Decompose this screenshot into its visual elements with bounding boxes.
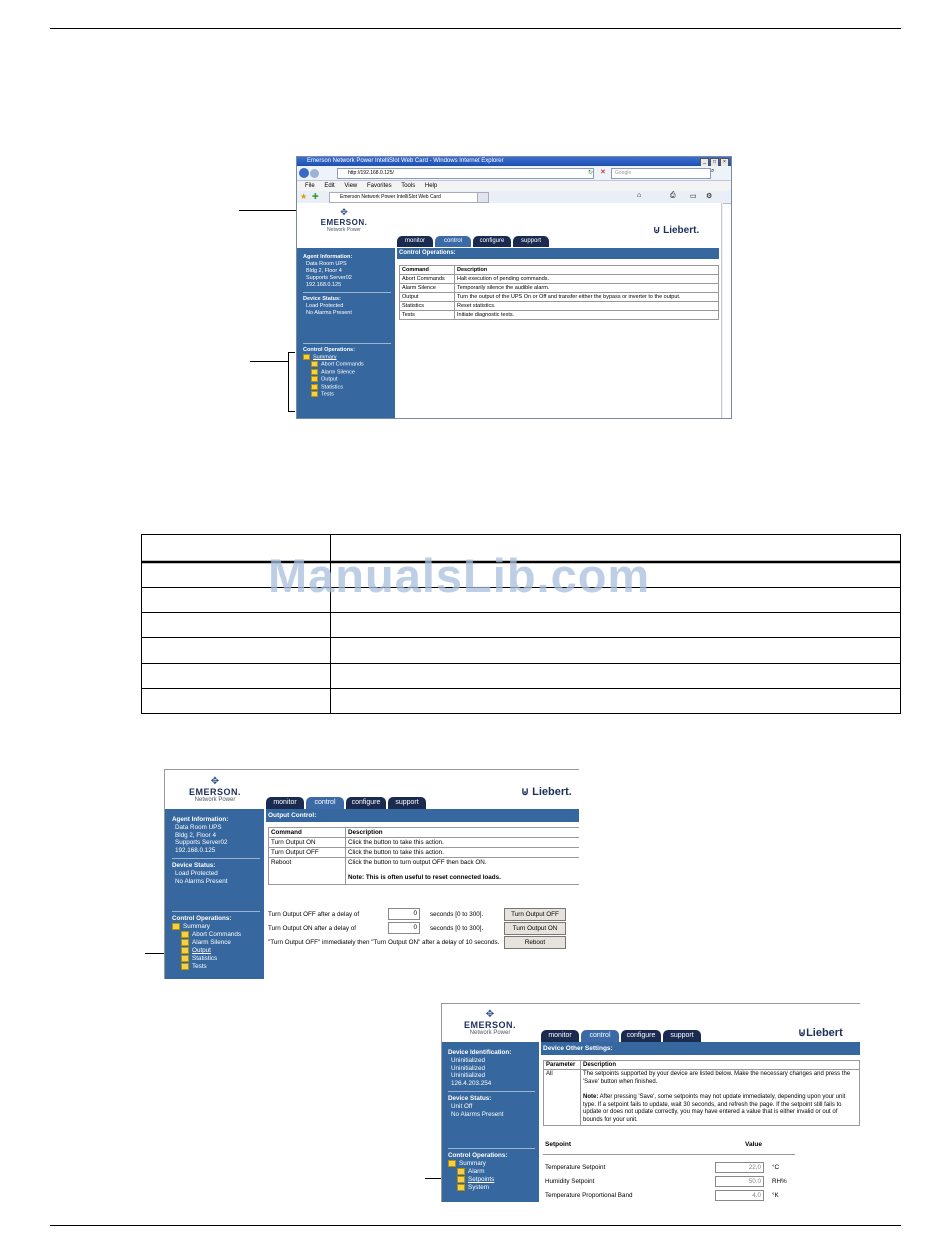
- table-row: [544, 1070, 860, 1126]
- tab-control[interactable]: control: [306, 797, 344, 809]
- agent-heading: Agent Information:: [303, 254, 353, 260]
- setpoint-unit: °K: [772, 1192, 779, 1199]
- cell-description: Halt execution of pending commands.: [455, 275, 719, 284]
- menu-view[interactable]: View: [344, 183, 358, 189]
- ops-item-setpoints[interactable]: Setpoints: [457, 1176, 539, 1184]
- setpoint-header-rule: [543, 1154, 795, 1155]
- page-icon[interactable]: ▭: [690, 193, 697, 200]
- setpoint-value-input[interactable]: 4.0: [715, 1190, 764, 1201]
- nav-tabs: [397, 236, 551, 247]
- table-header-row: [544, 1061, 860, 1070]
- home-icon[interactable]: ⌂: [637, 192, 642, 199]
- sidebar-divider: [448, 1091, 535, 1092]
- ops-item-alarm[interactable]: Alarm: [457, 1168, 539, 1176]
- content-title-bar: [541, 1042, 860, 1055]
- sidebar-divider: [303, 343, 391, 344]
- output-control-form: [268, 908, 579, 978]
- table-header-row: [269, 828, 580, 838]
- ops-heading: Control Operations:: [448, 1152, 508, 1160]
- sidebar: [297, 248, 395, 418]
- folder-icon: [311, 369, 318, 375]
- ops-item-tests[interactable]: Tests: [311, 391, 395, 398]
- cell-description: Click the button to take this action.: [346, 838, 580, 848]
- browser-window: [296, 156, 732, 419]
- cell-command: Alarm Silence: [400, 284, 455, 293]
- address-bar-row: [297, 166, 731, 181]
- folder-icon: [181, 947, 189, 954]
- folder-icon: [457, 1176, 465, 1183]
- nav-tabs: [266, 797, 428, 809]
- ops-item-output[interactable]: Output: [311, 376, 395, 383]
- tab-control[interactable]: control: [435, 236, 471, 247]
- ops-item-summary[interactable]: Summary: [448, 1160, 539, 1168]
- cell-description: [346, 858, 580, 885]
- tab-support[interactable]: support: [513, 236, 549, 247]
- minimize-button[interactable]: _: [700, 158, 709, 167]
- agent-line: Supports Server02: [175, 839, 228, 847]
- callout-line-ops: [250, 361, 288, 362]
- on-range-label: seconds [0 to 300].: [430, 925, 484, 932]
- tab-monitor[interactable]: monitor: [266, 797, 304, 809]
- id-line: Uninitialized: [451, 1064, 485, 1072]
- folder-icon: [303, 354, 310, 360]
- liebert-text: Liebert.: [663, 225, 700, 236]
- cell-command: Turn Output ON: [269, 838, 346, 848]
- liebert-logo: [653, 225, 699, 236]
- menu-favorites[interactable]: Favorites: [366, 183, 392, 189]
- agent-line: Data Room UPS: [306, 261, 347, 267]
- favorites-star-icon[interactable]: ★: [300, 192, 308, 201]
- folder-icon: [311, 391, 318, 397]
- reboot-note: Note: This is often useful to reset connected loads.: [348, 874, 501, 881]
- ops-item-alarm-silence[interactable]: Alarm Silence: [311, 369, 395, 376]
- brand-name: EMERSON.: [320, 218, 368, 227]
- cell-description: Reset statistics.: [455, 302, 719, 311]
- table-row: [400, 275, 719, 284]
- search-icon[interactable]: ⌕: [711, 168, 715, 174]
- status-line: No Alarms Present: [451, 1110, 504, 1118]
- liebert-logo: [521, 785, 572, 798]
- menu-bar: [297, 181, 731, 191]
- setpoint-header: Setpoint: [545, 1141, 571, 1148]
- scrollbar[interactable]: [721, 203, 723, 418]
- folder-icon: [181, 955, 189, 962]
- status-line: Load Protected: [306, 303, 344, 309]
- device-settings-screen: [441, 1003, 860, 1202]
- on-delay-label: Turn Output ON after a delay of: [268, 925, 356, 932]
- new-tab-button[interactable]: [477, 192, 489, 203]
- emerson-logo: [309, 207, 379, 233]
- liebert-logo: [798, 1026, 843, 1039]
- watermark: ManualsLib.com: [268, 549, 651, 602]
- tab-configure[interactable]: configure: [346, 797, 386, 809]
- brand-name: EMERSON.: [463, 1020, 516, 1030]
- reboot-label: "Turn Output OFF" immediately then "Turn Output ON" after a delay of 10 seconds.: [268, 939, 500, 946]
- param-note: Note: After pressing 'Save', some setpoints may not update immediately, depending upon your unit type. If a setpoint fails to update, wait 30 seconds, and refresh the page. If the setpoint still fails to update or does not update correctly, you may have entered a value that is either invalid or out of bounds for your unit.: [583, 1094, 846, 1123]
- brand-sub: Network Power: [327, 227, 361, 233]
- on-delay-input[interactable]: 0: [388, 922, 420, 934]
- agent-line: Data Room UPS: [175, 823, 222, 831]
- ops-item-tests[interactable]: Tests: [181, 963, 264, 971]
- col-description: Description: [455, 266, 719, 275]
- folder-icon: [172, 923, 180, 930]
- folder-icon: [311, 384, 318, 390]
- ops-item-summary[interactable]: Summary: [303, 354, 395, 361]
- agent-line: Supports Server02: [306, 275, 352, 281]
- sidebar-divider: [448, 1148, 535, 1149]
- nav-tabs: [541, 1030, 703, 1042]
- cell-command: Abort Commands: [400, 275, 455, 284]
- status-line: Load Protected: [175, 869, 218, 877]
- cell-command: Turn Output OFF: [269, 848, 346, 858]
- cell-parameter: All: [544, 1070, 581, 1126]
- content-title: Output Control:: [268, 812, 317, 819]
- param-desc: The setpoints supported by your device are listed below. Make the necessary changes and press the 'Save' button when finished.: [583, 1071, 851, 1085]
- ops-heading: Control Operations:: [303, 347, 355, 353]
- sidebar: [165, 809, 264, 979]
- menu-file[interactable]: File: [305, 183, 315, 189]
- status-line: Unit Off: [451, 1102, 473, 1110]
- print-icon[interactable]: ⎙: [670, 192, 676, 199]
- cell-command: Statistics: [400, 302, 455, 311]
- tab-support[interactable]: support: [388, 797, 426, 809]
- cell-description: Click the button to take this action.: [346, 848, 580, 858]
- off-delay-input[interactable]: 0: [388, 908, 420, 920]
- table-row: [400, 311, 719, 320]
- search-input[interactable]: Google: [611, 168, 711, 179]
- back-button[interactable]: [299, 168, 309, 178]
- table-row: [400, 293, 719, 302]
- setpoint-name: Temperature Proportional Band: [545, 1192, 633, 1199]
- col-description: Description: [346, 828, 580, 838]
- brand-sub: Network Power: [469, 1030, 511, 1036]
- table-row: [269, 858, 580, 885]
- liebert-text: Liebert: [806, 1027, 843, 1039]
- sidebar: [442, 1042, 539, 1202]
- content-title-bar: [266, 809, 579, 822]
- stop-icon[interactable]: ✕: [600, 169, 606, 176]
- col-parameter: Parameter: [544, 1061, 581, 1070]
- ops-item-abort[interactable]: Abort Commands: [181, 931, 264, 939]
- cell-command: Output: [400, 293, 455, 302]
- cell-command: Reboot: [269, 858, 346, 885]
- window-title: Emerson Network Power IntelliSlot Web Card - Windows Internet Explorer: [307, 158, 504, 164]
- content-title: Device Other Settings:: [543, 1045, 613, 1052]
- agent-heading: Agent Information:: [172, 816, 229, 823]
- folder-icon: [181, 939, 189, 946]
- cell-description: Temporarily silence the audible alarm.: [455, 284, 719, 293]
- brand-name: EMERSON.: [188, 787, 241, 797]
- ops-item-summary[interactable]: Summary: [172, 923, 264, 931]
- liebert-symbol-icon: ⊍: [521, 786, 530, 798]
- status-heading: Device Status:: [303, 296, 341, 302]
- forward-button[interactable]: [310, 169, 319, 178]
- folder-icon: [457, 1184, 465, 1191]
- callout-bracket-ops: [288, 352, 295, 412]
- liebert-symbol-icon: ⊍: [653, 225, 661, 236]
- emerson-symbol-icon: ✥: [210, 776, 220, 787]
- browser-tab[interactable]: Emerson Network Power IntelliSlot Web Card: [329, 192, 486, 203]
- table-header-row: [400, 266, 719, 275]
- close-button[interactable]: ×: [720, 158, 729, 167]
- table-row: [400, 284, 719, 293]
- maximize-button[interactable]: □: [710, 158, 719, 167]
- col-description: Description: [581, 1061, 860, 1070]
- bottom-rule: [50, 1225, 901, 1226]
- status-line: No Alarms Present: [175, 877, 228, 885]
- tab-configure[interactable]: configure: [473, 236, 511, 247]
- top-rule: [50, 28, 901, 29]
- cell-description: Turn the output of the UPS On or Off and transfer either the bypass or inverter to the output.: [455, 293, 719, 302]
- output-commands-table: [268, 827, 579, 885]
- ops-item-output[interactable]: Output: [181, 947, 264, 955]
- liebert-symbol-icon: ⊍: [798, 1027, 807, 1039]
- refresh-icon[interactable]: ↻: [588, 170, 594, 176]
- setpoint-name: Humidity Setpoint: [545, 1178, 595, 1185]
- cell-description: Initiate diagnostic tests.: [455, 311, 719, 320]
- setpoint-name: Temperature Setpoint: [545, 1164, 606, 1171]
- agent-line: 192.168.0.125: [175, 847, 216, 855]
- off-delay-label: Turn Output OFF after a delay of: [268, 911, 360, 918]
- content-title: Control Operations:: [399, 250, 456, 256]
- content-title-bar: [397, 248, 719, 259]
- folder-icon: [311, 361, 318, 367]
- table-row: [400, 302, 719, 311]
- reboot-button[interactable]: Reboot: [504, 936, 566, 949]
- folder-icon: [181, 963, 189, 970]
- folder-icon: [181, 931, 189, 938]
- brand-sub: Network Power: [194, 797, 236, 803]
- emerson-symbol-icon: ✥: [485, 1009, 495, 1020]
- ops-item-statistics[interactable]: Statistics: [311, 384, 395, 391]
- col-command: Command: [400, 266, 455, 275]
- emerson-symbol-icon: ✥: [340, 207, 348, 217]
- value-header: Value: [745, 1141, 762, 1148]
- ops-item-alarm-silence[interactable]: Alarm Silence: [181, 939, 264, 947]
- tab-support[interactable]: support: [663, 1030, 701, 1042]
- tab-monitor[interactable]: monitor: [541, 1030, 579, 1042]
- ops-heading: Control Operations:: [172, 915, 232, 923]
- folder-icon: [448, 1160, 456, 1167]
- add-favorites-icon[interactable]: ✚: [312, 192, 319, 201]
- turn-output-on-button[interactable]: Turn Output ON: [504, 922, 566, 935]
- col-command: Command: [269, 828, 346, 838]
- sidebar-divider: [303, 292, 391, 293]
- menu-help[interactable]: Help: [424, 183, 438, 189]
- id-line: Uninitialized: [451, 1072, 485, 1080]
- liebert-text: Liebert.: [532, 786, 572, 798]
- web-card-page: [297, 203, 723, 418]
- setpoint-unit: RH%: [772, 1178, 787, 1185]
- reboot-description: Click the button to turn output OFF then back ON.: [348, 859, 487, 866]
- setpoint-row: [545, 1190, 860, 1201]
- tools-icon[interactable]: ⚙: [706, 193, 713, 200]
- tab-configure[interactable]: configure: [621, 1030, 661, 1042]
- ops-item-statistics[interactable]: Statistics: [181, 955, 264, 963]
- tab-control[interactable]: control: [581, 1030, 619, 1042]
- folder-icon: [311, 376, 318, 382]
- tab-monitor[interactable]: monitor: [397, 236, 433, 247]
- parameter-table: [543, 1060, 860, 1126]
- setpoint-row: [545, 1162, 860, 1173]
- setpoint-value-input[interactable]: 50.0: [715, 1176, 764, 1187]
- id-heading: Device Identification:: [448, 1049, 512, 1056]
- status-line: No Alarms Present: [306, 310, 352, 316]
- output-control-screen: [164, 769, 579, 979]
- agent-line: Bldg 2, Floor 4: [175, 831, 216, 839]
- setpoint-unit: °C: [772, 1164, 780, 1171]
- setpoint-row: [545, 1176, 860, 1187]
- status-heading: Device Status:: [172, 861, 216, 869]
- ops-item-system[interactable]: System: [457, 1184, 539, 1192]
- emerson-logo: [454, 1009, 526, 1036]
- table-row: [269, 838, 580, 848]
- menu-tools[interactable]: Tools: [401, 183, 416, 189]
- sidebar-divider: [172, 911, 260, 912]
- id-line: 126.4.203.254: [451, 1080, 492, 1088]
- commands-table: [399, 265, 719, 320]
- status-heading: Device Status:: [448, 1094, 492, 1102]
- agent-line: 192.168.0.125: [306, 282, 342, 288]
- ops-item-abort[interactable]: Abort Commands: [311, 361, 395, 368]
- cell-description: [581, 1070, 860, 1126]
- folder-icon: [457, 1168, 465, 1175]
- address-input[interactable]: http://192.168.0.125/: [337, 168, 594, 179]
- cell-command: Tests: [400, 311, 455, 320]
- window-title-bar: [297, 157, 731, 166]
- id-line: Uninitialized: [451, 1056, 485, 1064]
- table-row: [269, 848, 580, 858]
- sidebar-divider: [172, 858, 260, 859]
- turn-output-off-button[interactable]: Turn Output OFF: [504, 908, 566, 921]
- menu-edit[interactable]: Edit: [324, 183, 335, 189]
- emerson-logo: [177, 776, 253, 803]
- setpoint-value-input[interactable]: 22.0: [715, 1162, 764, 1173]
- off-range-label: seconds [0 to 300].: [430, 911, 484, 918]
- agent-line: Bldg 2, Floor 4: [306, 268, 342, 274]
